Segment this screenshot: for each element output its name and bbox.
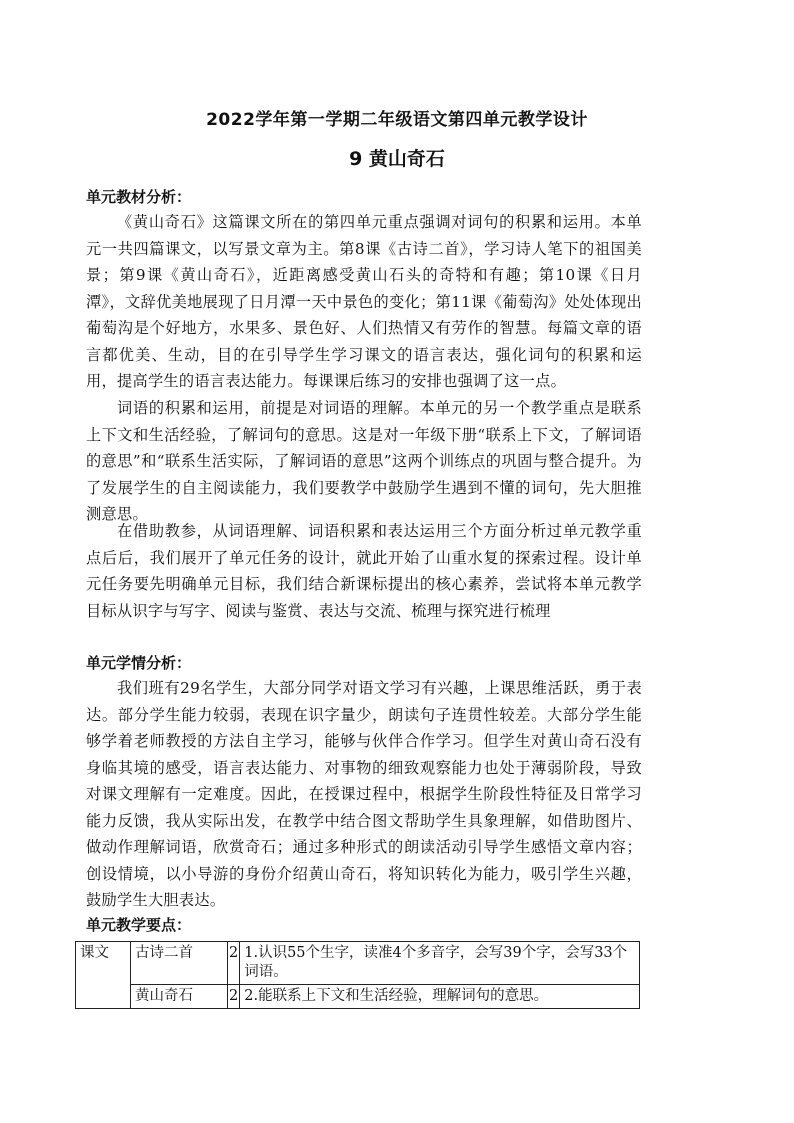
lesson-cell: 古诗二首: [131, 942, 228, 985]
table-row: [76, 985, 640, 1009]
material-paragraph-3: 在借助教参，从词语理解、词语积累和表达运用三个方面分析过单元教学重点后后，我们展开了单元任务的设计，就此开始了山重水复的探索过程。设计单元任务要先明确单元目标，我们结合新课标提出的核心素养，尝试将本单元教学目标从识字与写字、阅读与鉴赏、表达与交流、梳理与探究进行梳理: [86, 522, 642, 620]
students-paragraph: 我们班有29名学生，大部分同学对语文学习有兴趣，上课思维活跃，勇于表达。部分学生能力较弱，表现在识字量少，朗读句子连贯性较差。大部分学生能够学着老师教授的方法自主学习，能够与伙伴合作学习。但学生对黄山奇石没有身临其境的感受，语言表达能力、对事物的细致观察能力也处于薄弱阶段，导致对课文理解有一定难度。因此，在授课过程中，根据学生阶段性特征及日常学习能力反馈，我从实际出发，在教学中结合图文帮助学生具象理解，如借助图片、做动作理解词语，欣赏奇石；通过多种形式的朗读活动引导学生感悟文章内容；创设情境，以小导游的身份介绍黄山奇石，将知识转化为能力，吸引学生兴趣，鼓励学生大胆表达。: [86, 679, 642, 909]
lesson-cell: 黄山奇石: [131, 985, 228, 1009]
lesson-title: 9 黄山奇石: [349, 148, 445, 170]
section-heading-material: 单元教材分析：: [86, 188, 192, 206]
material-paragraph-2: 词语的积累和运用，前提是对词语的理解。本单元的另一个教学重点是联系上下文和生活经验，了解词句的意思。这是对一年级下册“联系上下文，了解词语的意思”和“联系生活实际，了解词语的意思”这两个训练点的巩固与整合提升。为了发展学生的自主阅读能力，我们要教学中鼓励学生遇到不懂的词句，先大胆推测意思。: [86, 399, 642, 523]
goal-cell: 2.能联系上下文和生活经验，理解词句的意思。: [240, 985, 640, 1009]
period-cell: 2: [228, 942, 240, 985]
table-row: [76, 942, 640, 985]
key-points-table: [75, 941, 640, 1009]
table-label-cell: 课文: [76, 942, 131, 1009]
material-paragraph-1: 《黄山奇石》这篇课文所在的第四单元重点强调对词句的积累和运用。本单元一共四篇课文，以写景文章为主。第8课《古诗二首》，学习诗人笔下的祖国美景；第9课《黄山奇石》，近距离感受黄山石头的奇特和有趣；第10课《日月潭》，文辞优美地展现了日月潭一天中景色的变化；第11课《葡萄沟》处处体现出葡萄沟是个好地方，水果多、景色好、人们热情又有劳作的智慧。每篇文章的语言都优美、生动，目的在引导学生学习课文的语言表达，强化词句的积累和运用，提高学生的语言表达能力。每课课后练习的安排也强调了这一点。: [86, 213, 642, 390]
section-heading-key-points: 单元教学要点：: [86, 916, 192, 934]
section-heading-students: 单元学情分析：: [86, 654, 192, 672]
document-title: 2022学年第一学期二年级语文第四单元教学设计: [206, 110, 588, 130]
period-cell: 2: [228, 985, 240, 1009]
goal-cell: 1.认识55个生字，读准4个多音字，会写39个字，会写33个词语。: [240, 942, 640, 985]
